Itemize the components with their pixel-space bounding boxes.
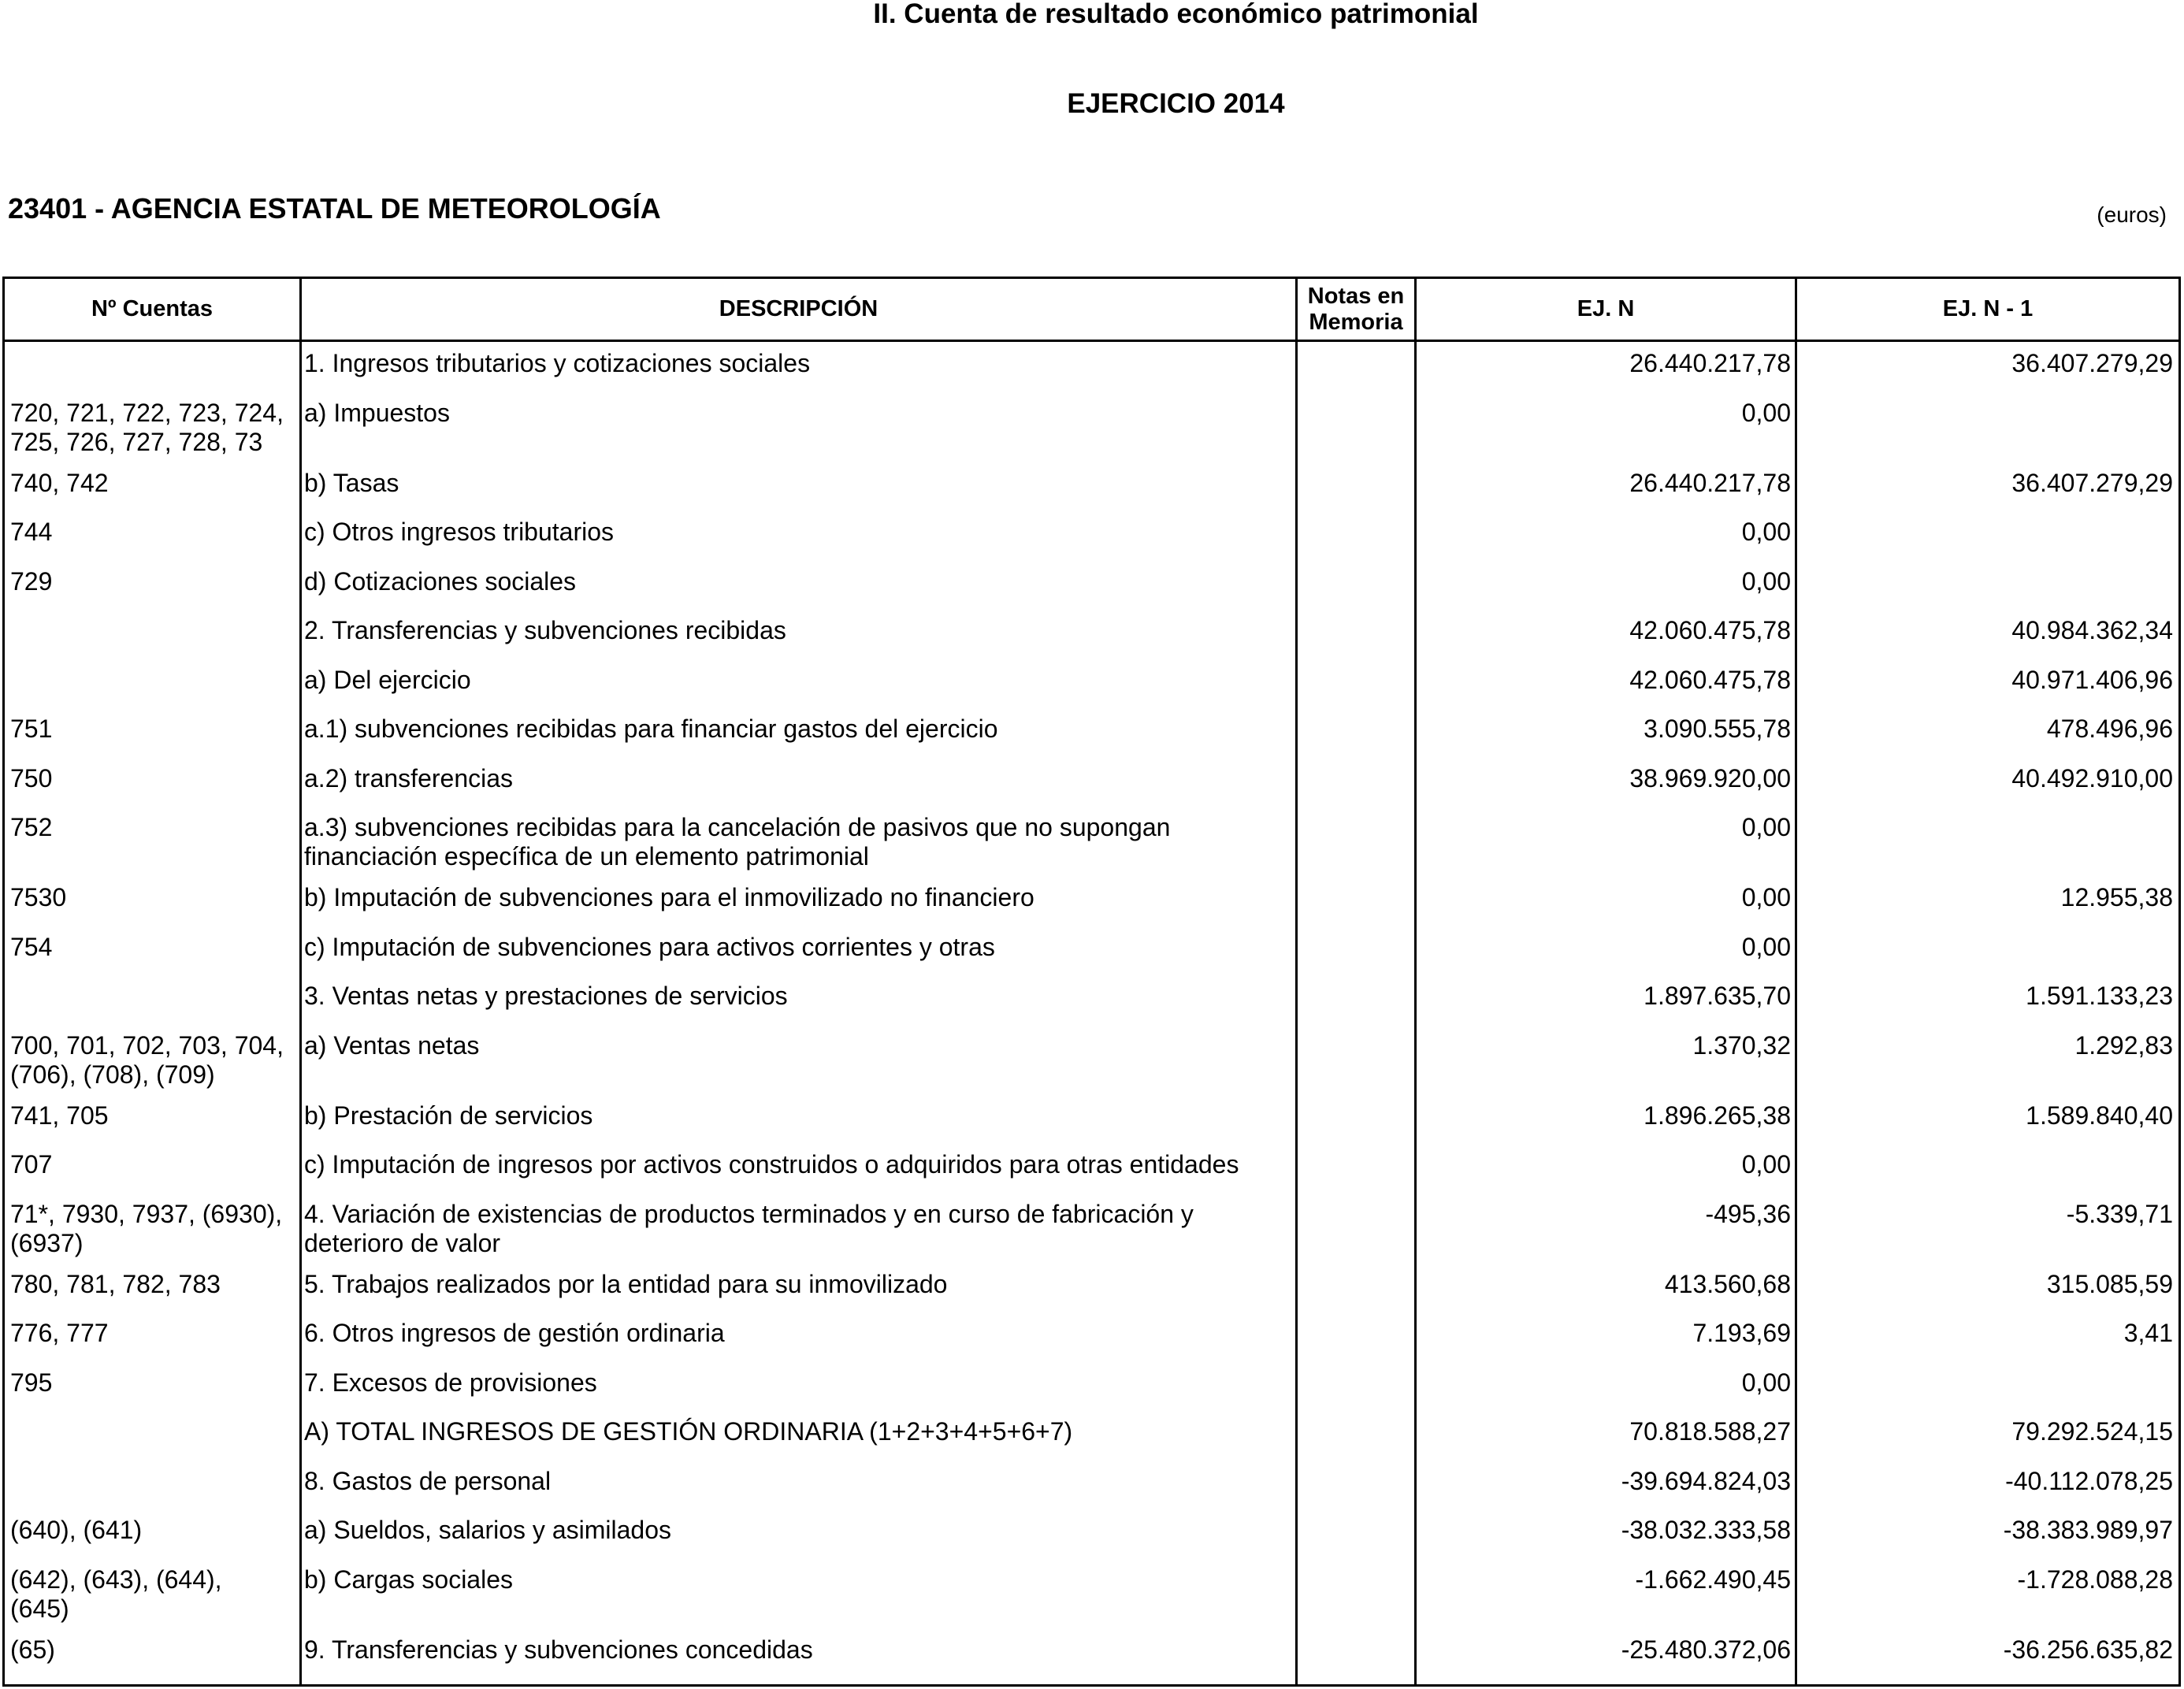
table-row	[5, 659, 2178, 708]
ej-n-value-cell: 70.818.588,27	[1629, 1417, 1791, 1446]
account-codes-cell: 720, 721, 722, 723, 724, 725, 726, 727, 728, 73	[10, 398, 284, 456]
table-row	[5, 1361, 2178, 1411]
account-codes-cell: (640), (641)	[10, 1516, 143, 1544]
ej-n-value-cell: 0,00	[1741, 1368, 1791, 1397]
description-cell: b) Imputación de subvenciones para el inmovilizado no financiero	[304, 883, 1034, 911]
ej-n-1-value-cell: 40.971.406,96	[2011, 665, 2173, 694]
ej-n-1-value-cell: 1.292,83	[2074, 1030, 2173, 1060]
description-cell: b) Prestación de servicios	[304, 1101, 593, 1130]
table-row	[5, 462, 2178, 511]
account-codes-cell: 741, 705	[10, 1101, 109, 1130]
table-row	[5, 1509, 2178, 1558]
ej-n-1-value-cell: -36.256.635,82	[2003, 1635, 2173, 1664]
results-table	[2, 277, 2181, 1687]
description-cell: a) Ventas netas	[304, 1030, 480, 1060]
ej-n-1-value-cell: 40.492.910,00	[2011, 763, 2173, 793]
table-row	[5, 510, 2178, 560]
table-row	[5, 757, 2178, 807]
ej-n-value-cell: -39.694.824,03	[1621, 1466, 1791, 1495]
header-notes: Notas en Memoria	[1307, 283, 1405, 335]
currency-unit-label: (euros)	[2097, 202, 2167, 227]
ej-n-1-value-cell: 36.407.279,29	[2011, 468, 2173, 497]
description-cell: c) Otros ingresos tributarios	[304, 518, 615, 546]
account-codes-cell: 751	[10, 715, 53, 743]
description-cell: 8. Gastos de personal	[304, 1466, 552, 1495]
account-codes-cell: 780, 781, 782, 783	[10, 1269, 221, 1298]
account-codes-cell: 795	[10, 1368, 53, 1397]
description-cell: c) Imputación de ingresos por activos construidos o adquiridos para otras entidades	[304, 1150, 1239, 1179]
description-cell: a) Del ejercicio	[304, 665, 471, 694]
ej-n-1-value-cell: 478.496,96	[2046, 715, 2173, 743]
account-codes-cell: 700, 701, 702, 703, 704, (706), (708), (709)	[10, 1030, 284, 1089]
table-row	[5, 707, 2178, 757]
description-cell: 2. Transferencias y subvenciones recibidas	[304, 616, 786, 644]
ej-n-1-value-cell: 1.589.840,40	[2026, 1101, 2173, 1130]
description-cell: a) Impuestos	[304, 398, 450, 427]
ej-n-value-cell: 42.060.475,78	[1629, 665, 1791, 694]
account-codes-cell: 71*, 7930, 7937, (6930), (6937)	[10, 1199, 283, 1257]
ej-n-value-cell: 0,00	[1741, 932, 1791, 961]
header-description: DESCRIPCIÓN	[719, 296, 878, 321]
ej-n-1-value-cell: -40.112.078,25	[2005, 1466, 2173, 1495]
fiscal-year-heading: EJERCICIO 2014	[1067, 88, 1285, 119]
description-cell: 5. Trabajos realizados por la entidad para su inmovilizado	[304, 1269, 948, 1298]
ej-n-value-cell: 38.969.920,00	[1629, 763, 1791, 793]
description-cell: a.1) subvenciones recibidas para financiar gastos del ejercicio	[304, 715, 998, 743]
account-codes-cell: (642), (643), (644), (645)	[10, 1565, 222, 1623]
ej-n-value-cell: 26.440.217,78	[1629, 468, 1791, 497]
header-accounts: Nº Cuentas	[91, 296, 213, 321]
ej-n-1-value-cell: 36.407.279,29	[2011, 349, 2173, 377]
ej-n-value-cell: 7.193,69	[1692, 1319, 1791, 1347]
ej-n-1-value-cell: 79.292.524,15	[2011, 1417, 2173, 1446]
table-row	[5, 392, 2178, 462]
account-codes-cell: 707	[10, 1150, 53, 1179]
ej-n-1-value-cell: 315.085,59	[2046, 1269, 2173, 1298]
ej-n-1-value-cell: 3,41	[2123, 1319, 2173, 1347]
table-row	[5, 1628, 2178, 1678]
table-row	[5, 1558, 2178, 1628]
table-row	[5, 1024, 2178, 1094]
description-cell: c) Imputación de subvenciones para activos corrientes y otras	[304, 932, 995, 961]
header-ej-n: EJ. N	[1577, 296, 1635, 321]
ej-n-value-cell: 0,00	[1741, 813, 1791, 841]
description-cell: A) TOTAL INGRESOS DE GESTIÓN ORDINARIA (1+2+3+4+5+6+7)	[304, 1417, 1073, 1446]
ej-n-1-value-cell: 1.591.133,23	[2026, 982, 2173, 1010]
description-cell: 4. Variación de existencias de productos terminados y en curso de fabricación y deterioro de valor	[304, 1199, 1194, 1257]
account-codes-cell: 754	[10, 932, 53, 961]
ej-n-value-cell: 1.896.265,38	[1644, 1101, 1791, 1130]
table-row	[5, 560, 2178, 610]
ej-n-value-cell: 0,00	[1741, 398, 1791, 427]
description-cell: 1. Ingresos tributarios y cotizaciones sociales	[304, 349, 811, 377]
ej-n-value-cell: 1.897.635,70	[1644, 982, 1791, 1010]
table-row	[5, 1410, 2178, 1460]
ej-n-value-cell: 0,00	[1741, 1150, 1791, 1179]
description-cell: 3. Ventas netas y prestaciones de servicios	[304, 982, 788, 1010]
ej-n-value-cell: -495,36	[1705, 1199, 1791, 1228]
ej-n-value-cell: 3.090.555,78	[1644, 715, 1791, 743]
ej-n-value-cell: 0,00	[1741, 518, 1791, 546]
table-row	[5, 1312, 2178, 1361]
table-row	[5, 1094, 2178, 1144]
description-cell: a.2) transferencias	[304, 763, 514, 793]
header-ej-n-1: EJ. N - 1	[1942, 296, 2034, 321]
ej-n-value-cell: 0,00	[1741, 883, 1791, 911]
account-codes-cell: 776, 777	[10, 1319, 109, 1347]
table-row	[5, 806, 2178, 876]
table-row	[5, 926, 2178, 975]
ej-n-value-cell: -38.032.333,58	[1621, 1516, 1791, 1544]
description-cell: 7. Excesos de provisiones	[304, 1368, 597, 1397]
table-row	[5, 1263, 2178, 1312]
description-cell: d) Cotizaciones sociales	[304, 566, 577, 596]
description-cell: 9. Transferencias y subvenciones concedidas	[304, 1635, 813, 1664]
ej-n-value-cell: 42.060.475,78	[1629, 616, 1791, 644]
table-header-row	[5, 279, 2178, 342]
table-row	[5, 876, 2178, 926]
account-codes-cell: 750	[10, 763, 53, 793]
ej-n-value-cell: -1.662.490,45	[1635, 1565, 1791, 1594]
ej-n-1-value-cell: 12.955,38	[2060, 883, 2173, 911]
account-codes-cell: 729	[10, 566, 53, 596]
entity-heading: 23401 - AGENCIA ESTATAL DE METEOROLOGÍA	[8, 192, 661, 225]
table-row	[5, 342, 2178, 392]
account-codes-cell: (65)	[10, 1635, 55, 1664]
ej-n-1-value-cell: 40.984.362,34	[2011, 616, 2173, 644]
ej-n-1-value-cell: -1.728.088,28	[2017, 1565, 2173, 1594]
ej-n-value-cell: 1.370,32	[1692, 1030, 1791, 1060]
ej-n-1-value-cell: -5.339,71	[2066, 1199, 2173, 1228]
description-cell: 6. Otros ingresos de gestión ordinaria	[304, 1319, 725, 1347]
document-title: II. Cuenta de resultado económico patrimonial	[873, 0, 1479, 29]
ej-n-value-cell: 0,00	[1741, 566, 1791, 596]
table-row	[5, 1460, 2178, 1509]
table-row	[5, 974, 2178, 1024]
account-codes-cell: 744	[10, 518, 53, 546]
table-row	[5, 1143, 2178, 1193]
ej-n-value-cell: -25.480.372,06	[1621, 1635, 1791, 1664]
description-cell: a) Sueldos, salarios y asimilados	[304, 1516, 671, 1544]
table-row	[5, 609, 2178, 659]
ej-n-value-cell: 413.560,68	[1664, 1269, 1791, 1298]
table-row	[5, 1193, 2178, 1263]
description-cell: b) Cargas sociales	[304, 1565, 513, 1594]
ej-n-value-cell: 26.440.217,78	[1629, 349, 1791, 377]
account-codes-cell: 7530	[10, 883, 67, 911]
ej-n-1-value-cell: -38.383.989,97	[2003, 1516, 2173, 1544]
description-cell: b) Tasas	[304, 468, 399, 497]
account-codes-cell: 740, 742	[10, 468, 109, 497]
description-cell: a.3) subvenciones recibidas para la cancelación de pasivos que no supongan financiación específica de un elemento patrimonial	[304, 813, 1171, 870]
account-codes-cell: 752	[10, 813, 53, 841]
